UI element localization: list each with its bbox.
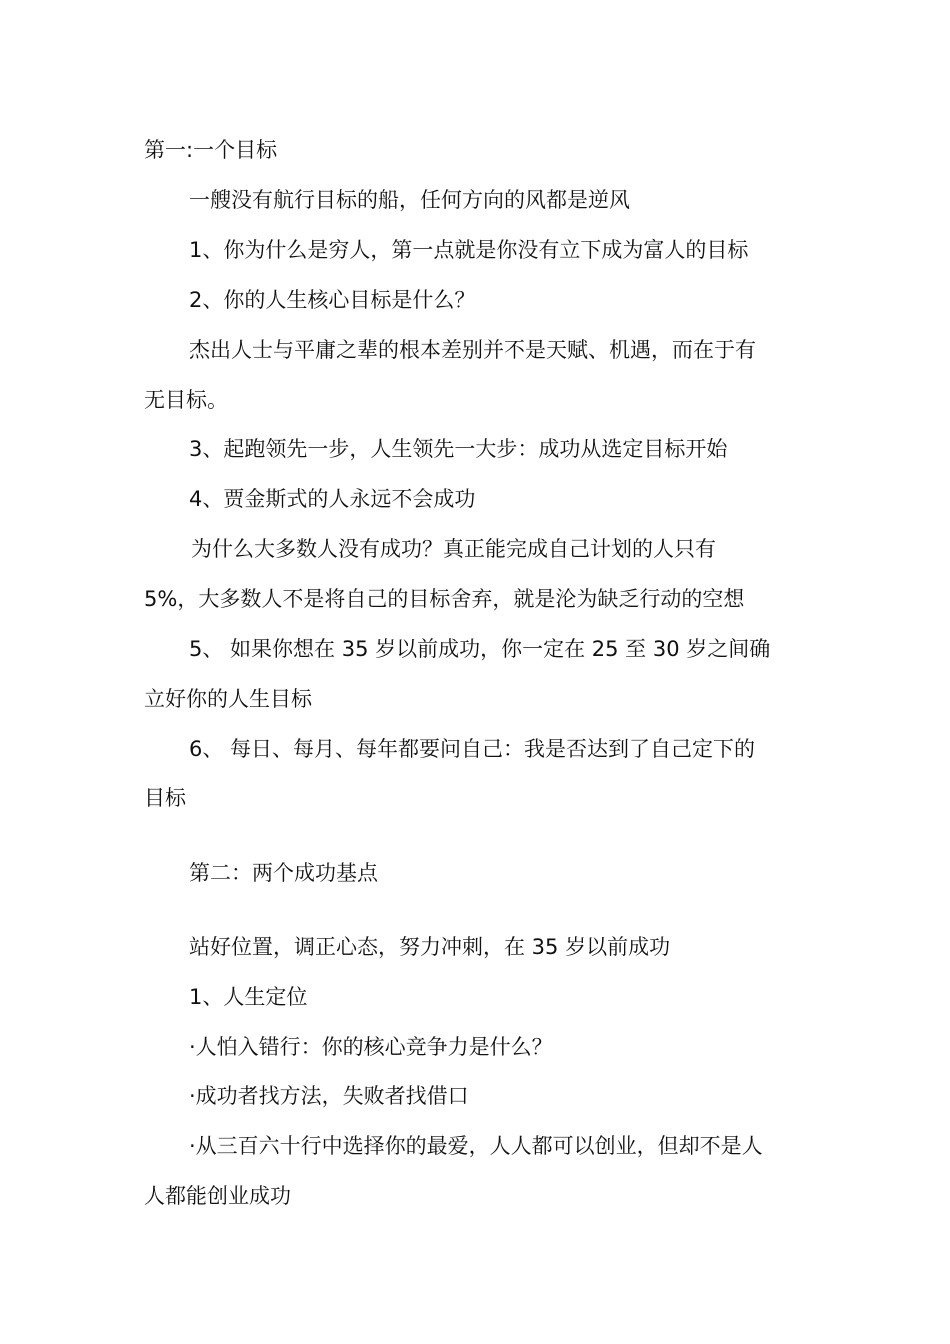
list-item-2: 2、你的人生核心目标是什么？ [189, 288, 476, 312]
paragraph-line: 为什么大多数人没有成功？真正能完成自己计划的人只有 [191, 537, 716, 561]
paragraph-line: 目标 [144, 786, 186, 810]
bullet-item: ·成功者找方法，失败者找借口 [189, 1084, 469, 1108]
section-heading-2: 第二：两个成功基点 [189, 861, 378, 885]
paragraph-line: 5%，大多数人不是将自己的目标舍弃，就是沦为缺乏行动的空想 [144, 587, 745, 611]
paragraph-line: 杰出人士与平庸之辈的根本差别并不是天赋、机遇，而在于有 [189, 338, 756, 362]
list-item-4: 4、贾金斯式的人永远不会成功 [189, 487, 476, 511]
paragraph-line: 无目标。 [144, 388, 228, 412]
list-item-3: 3、起跑领先一步，人生领先一大步：成功从选定目标开始 [189, 437, 728, 461]
paragraph-line: 一艘没有航行目标的船，任何方向的风都是逆风 [189, 188, 630, 212]
bullet-item: ·从三百六十行中选择你的最爱，人人都可以创业，但却不是人 [189, 1134, 763, 1158]
list-item-5: 5、 如果你想在 35 岁以前成功，你一定在 25 至 30 岁之间确 [189, 637, 771, 661]
list-item-1: 1、你为什么是穷人，第一点就是你没有立下成为富人的目标 [189, 238, 749, 262]
paragraph-line: 站好位置，调正心态，努力冲刺，在 35 岁以前成功 [189, 935, 671, 959]
list-item-1: 1、人生定位 [189, 985, 308, 1009]
section-heading-1: 第一:一个目标 [144, 138, 278, 162]
bullet-item: ·人怕入错行：你的核心竞争力是什么？ [189, 1035, 553, 1059]
paragraph-line: 立好你的人生目标 [144, 687, 312, 711]
paragraph-line: 人都能创业成功 [144, 1184, 291, 1208]
list-item-6: 6、 每日、每月、每年都要问自己：我是否达到了自己定下的 [189, 737, 756, 761]
